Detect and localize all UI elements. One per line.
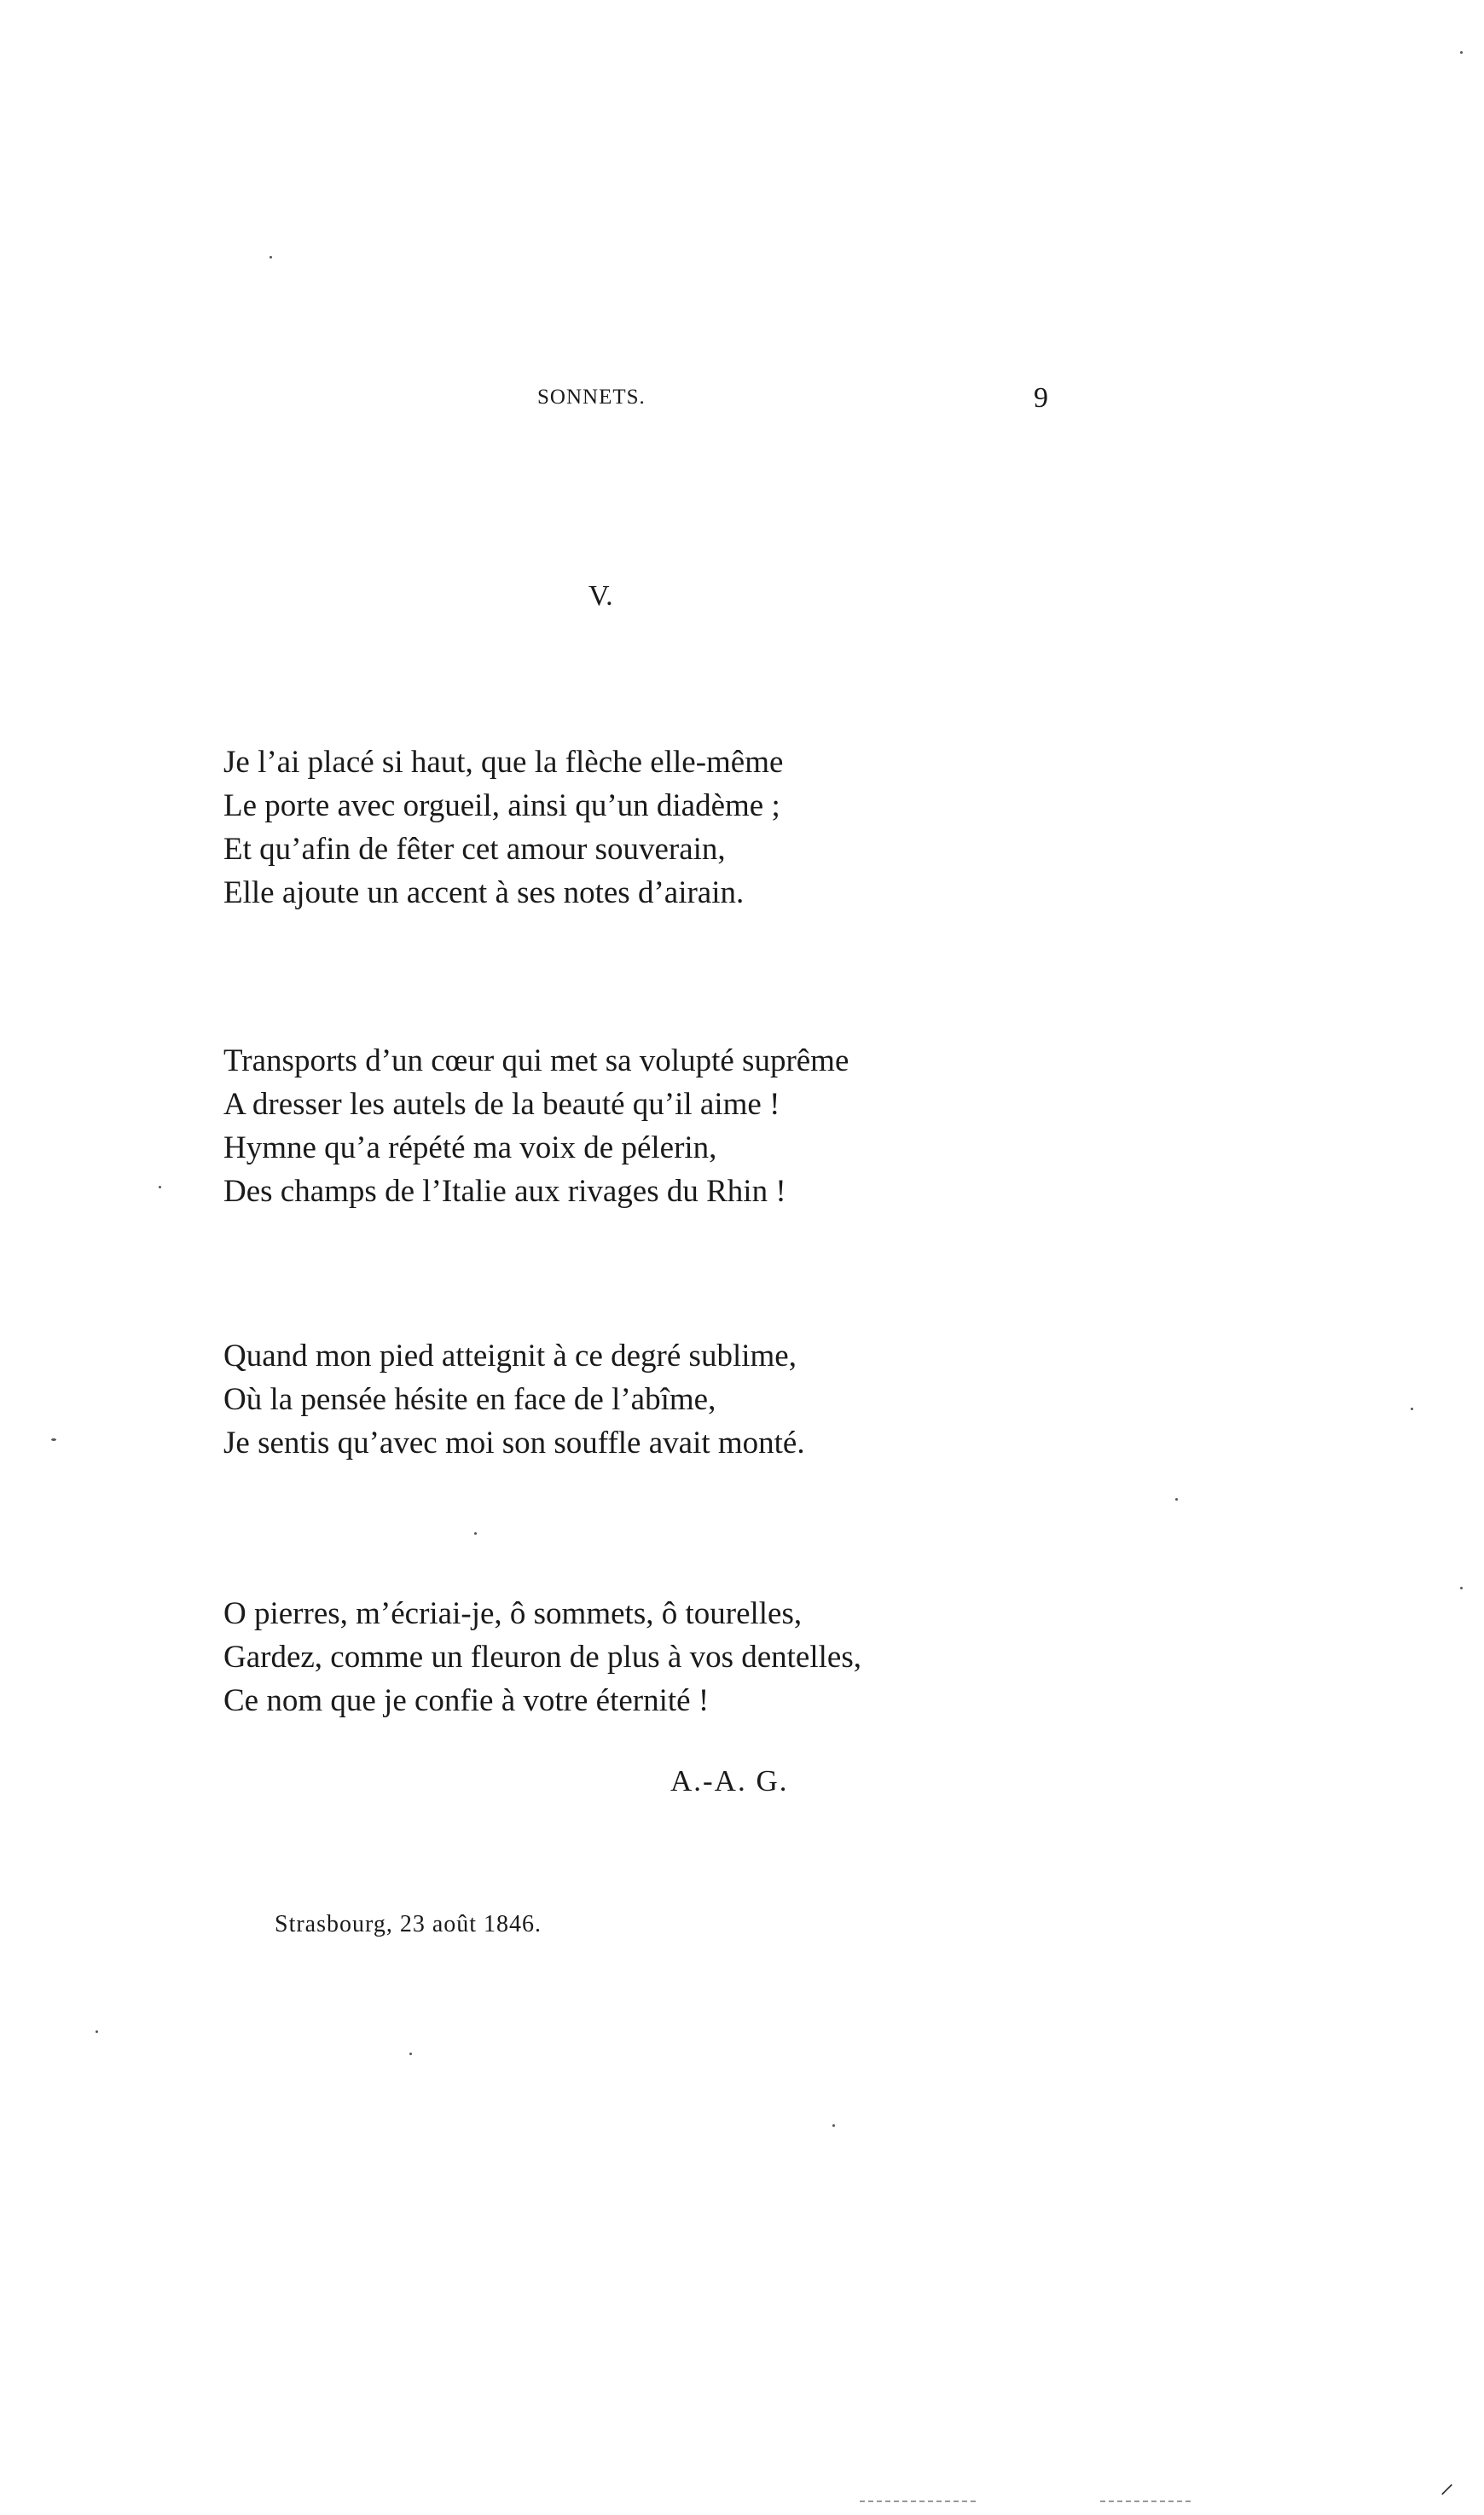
scan-speck <box>1175 1498 1178 1501</box>
running-head: SONNETS. <box>537 386 646 409</box>
verse-line: Transports d’un cœur qui met sa volupté suprême <box>223 1043 849 1078</box>
scan-speck <box>270 256 272 258</box>
verse-line: Le porte avec orgueil, ainsi qu’un diadème ; <box>223 788 780 823</box>
verse-line: A dresser les autels de la beauté qu’il aime ! <box>223 1087 780 1122</box>
sonnet-number: V. <box>588 580 613 612</box>
verse-line: Hymne qu’a répété ma voix de pélerin, <box>223 1130 717 1165</box>
corner-mark: ⸍ <box>1440 2480 1454 2512</box>
scan-speck <box>474 1532 477 1535</box>
signature: A.-A. G. <box>670 1764 789 1798</box>
verse-line: Elle ajoute un accent à ses notes d’airain. <box>223 875 745 910</box>
verse-line: Gardez, comme un fleuron de plus à vos dentelles, <box>223 1640 861 1675</box>
verse-line: Et qu’afin de fêter cet amour souverain, <box>223 832 726 867</box>
verse-line: Je l’ai placé si haut, que la flèche elle-même <box>223 745 784 780</box>
page-number: 9 <box>1034 382 1048 414</box>
stanza-4 <box>223 1592 861 1722</box>
scan-speck <box>51 1438 56 1441</box>
dateline: Strasbourg, 23 août 1846. <box>275 1911 542 1937</box>
verse-line: O pierres, m’écriai-je, ô sommets, ô tourelles, <box>223 1596 803 1631</box>
scan-edge <box>1100 2500 1194 2502</box>
scan-speck <box>409 2053 412 2055</box>
verse-line: Où la pensée hésite en face de l’abîme, <box>223 1382 716 1417</box>
scan-edge <box>860 2500 979 2502</box>
scan-speck <box>1460 51 1463 54</box>
verse-line: Je sentis qu’avec moi son souffle avait monté. <box>223 1426 805 1461</box>
scan-speck <box>96 2030 98 2033</box>
verse-line: Quand mon pied atteignit à ce degré sublime, <box>223 1339 797 1374</box>
stanza-1 <box>223 741 783 915</box>
scan-speck <box>832 2124 835 2127</box>
stanza-3 <box>223 1334 805 1465</box>
verse-line: Ce nom que je confie à votre éternité ! <box>223 1683 710 1718</box>
scan-speck <box>1460 1587 1463 1589</box>
scan-speck <box>159 1186 161 1188</box>
stanza-2 <box>223 1039 849 1213</box>
scan-speck <box>1411 1408 1413 1410</box>
verse-line: Des champs de l’Italie aux rivages du Rhin ! <box>223 1174 786 1209</box>
